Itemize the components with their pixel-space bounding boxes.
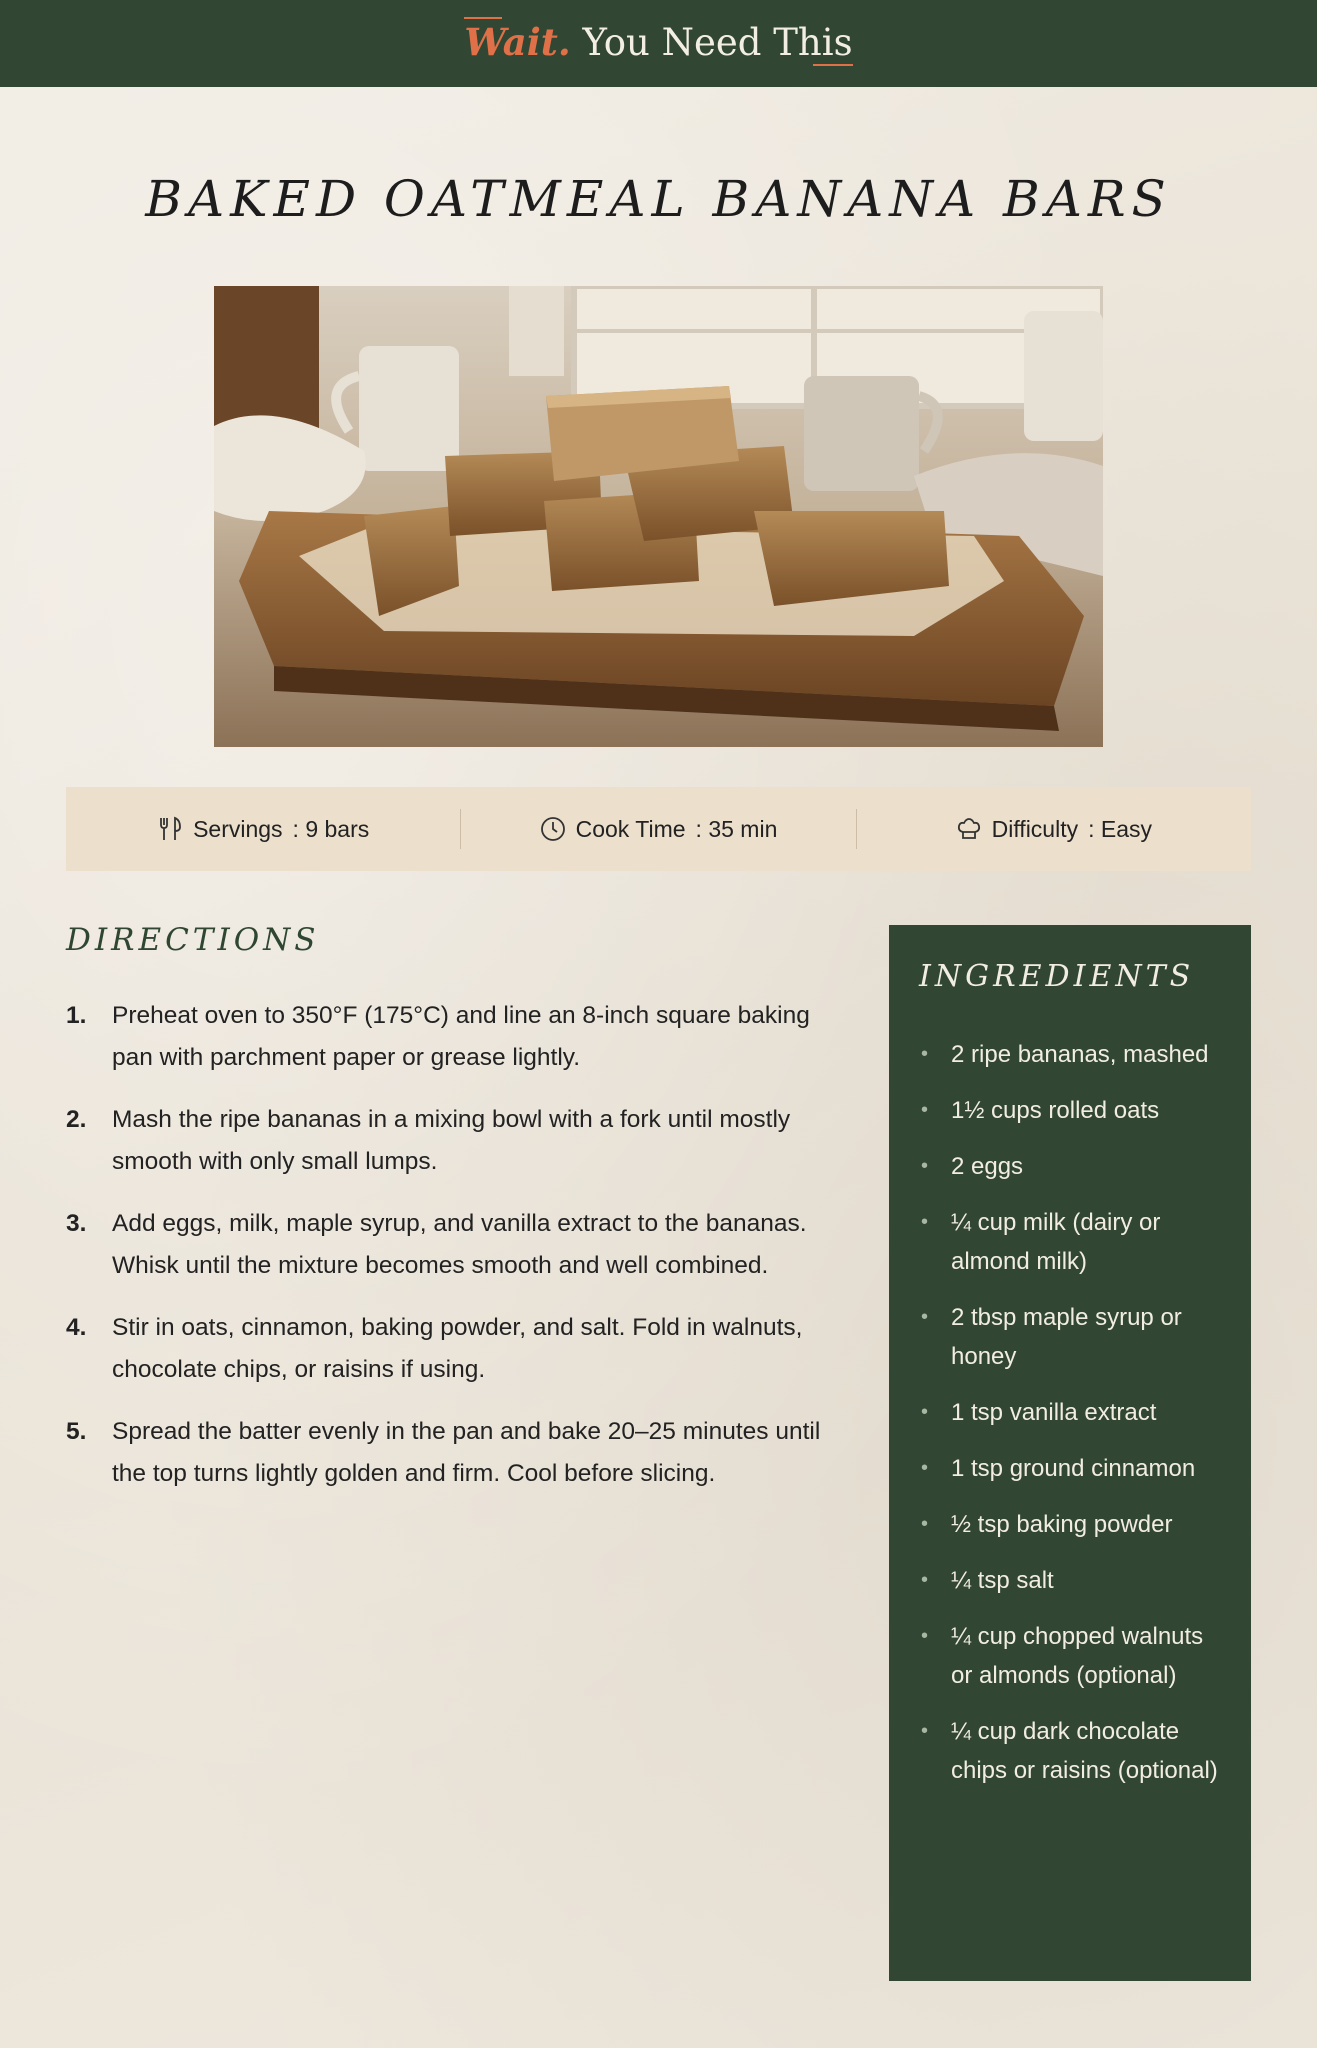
stat-cook-time-value: : 35 min <box>695 815 778 842</box>
banner-rule-bottom <box>813 64 853 66</box>
ingredient-item <box>919 1091 1229 1130</box>
bullet-icon: • <box>921 1099 929 1121</box>
ingredient-text: ½ tsp baking powder <box>951 1511 1173 1538</box>
ingredient-text: ¼ cup chopped walnuts or almonds (optional) <box>951 1623 1204 1689</box>
ingredient-item <box>919 1147 1229 1186</box>
ingredient-item <box>919 1203 1229 1281</box>
ingredient-item <box>919 1393 1229 1432</box>
ingredient-item <box>919 1298 1229 1376</box>
photo-illustration <box>214 286 1103 747</box>
recipe-photo <box>214 286 1103 747</box>
ingredient-text: ¼ tsp salt <box>951 1567 1054 1594</box>
ingredients-heading: INGREDIENTS <box>919 959 1195 994</box>
step-text: Stir in oats, cinnamon, baking powder, and salt. Fold in walnuts, chocolate chips, or raisins if using. <box>112 1314 803 1383</box>
ingredient-text: 2 eggs <box>951 1153 1024 1180</box>
bullet-icon: • <box>921 1155 929 1177</box>
recipe-stats-bar <box>66 787 1251 871</box>
top-banner <box>0 0 1317 87</box>
utensils-icon <box>157 816 183 842</box>
bullet-icon: • <box>921 1569 929 1591</box>
ingredient-item <box>919 1561 1229 1600</box>
banner-accent-text: Wait. <box>464 19 571 64</box>
clock-icon <box>540 816 566 842</box>
ingredient-text: ¼ cup milk (dairy or almond milk) <box>951 1209 1161 1275</box>
direction-step <box>66 1411 846 1495</box>
direction-step <box>66 1099 846 1183</box>
ingredient-text: 1 tsp ground cinnamon <box>951 1455 1196 1482</box>
bullet-icon: • <box>921 1457 929 1479</box>
ingredient-text: 2 tbsp maple syrup or honey <box>951 1304 1182 1370</box>
direction-step <box>66 995 846 1079</box>
stat-difficulty-label: Difficulty <box>991 815 1079 842</box>
directions-heading: DIRECTIONS <box>66 922 320 958</box>
bullet-icon: • <box>921 1043 929 1065</box>
ingredients-list <box>919 1035 1229 1807</box>
stat-cook-time-label: Cook Time <box>575 815 686 842</box>
step-text: Preheat oven to 350°F (175°C) and line an 8-inch square baking pan with parchment paper or grease lightly. <box>112 1002 810 1071</box>
step-number: 3. <box>66 1210 87 1237</box>
step-number: 4. <box>66 1314 87 1341</box>
ingredients-panel <box>889 925 1251 1981</box>
ingredient-text: 1 tsp vanilla extract <box>951 1399 1157 1426</box>
recipe-title: BAKED OATMEAL BANANA BARS <box>145 170 1172 228</box>
stat-servings-label: Servings <box>193 815 283 842</box>
stat-difficulty-value: : Easy <box>1088 815 1153 842</box>
step-number: 5. <box>66 1418 87 1445</box>
stat-servings-value: : 9 bars <box>292 815 370 842</box>
step-number: 2. <box>66 1106 87 1133</box>
ingredient-item <box>919 1712 1229 1790</box>
step-text: Add eggs, milk, maple syrup, and vanilla extract to the bananas. Whisk until the mixture becomes smooth and well combined. <box>112 1210 807 1279</box>
step-number: 1. <box>66 1002 87 1029</box>
bullet-icon: • <box>921 1401 929 1423</box>
ingredient-text: 1½ cups rolled oats <box>951 1097 1160 1124</box>
ingredient-item <box>919 1505 1229 1544</box>
stat-servings <box>66 816 460 843</box>
direction-step <box>66 1307 846 1391</box>
bullet-icon: • <box>921 1720 929 1742</box>
ingredient-text: ¼ cup dark chocolate chips or raisins (optional) <box>951 1718 1218 1784</box>
banner-main-text: You Need This <box>582 20 853 64</box>
stat-cook-time <box>461 816 855 843</box>
ingredient-item <box>919 1617 1229 1695</box>
direction-step <box>66 1203 846 1287</box>
ingredient-text: 2 ripe bananas, mashed <box>951 1041 1209 1068</box>
ingredient-item <box>919 1449 1229 1488</box>
banner-title <box>464 20 852 64</box>
ingredient-item <box>919 1035 1229 1074</box>
bullet-icon: • <box>921 1625 929 1647</box>
directions-list <box>66 995 846 1515</box>
stat-difficulty <box>857 816 1251 843</box>
bullet-icon: • <box>921 1513 929 1535</box>
bullet-icon: • <box>921 1211 929 1233</box>
step-text: Spread the batter evenly in the pan and bake 20–25 minutes until the top turns lightly golden and firm. Cool before slicing. <box>112 1418 821 1487</box>
banner-rule-top <box>464 17 502 19</box>
step-text: Mash the ripe bananas in a mixing bowl with a fork until mostly smooth with only small lumps. <box>112 1106 791 1175</box>
bullet-icon: • <box>921 1306 929 1328</box>
chef-hat-icon <box>956 816 982 842</box>
